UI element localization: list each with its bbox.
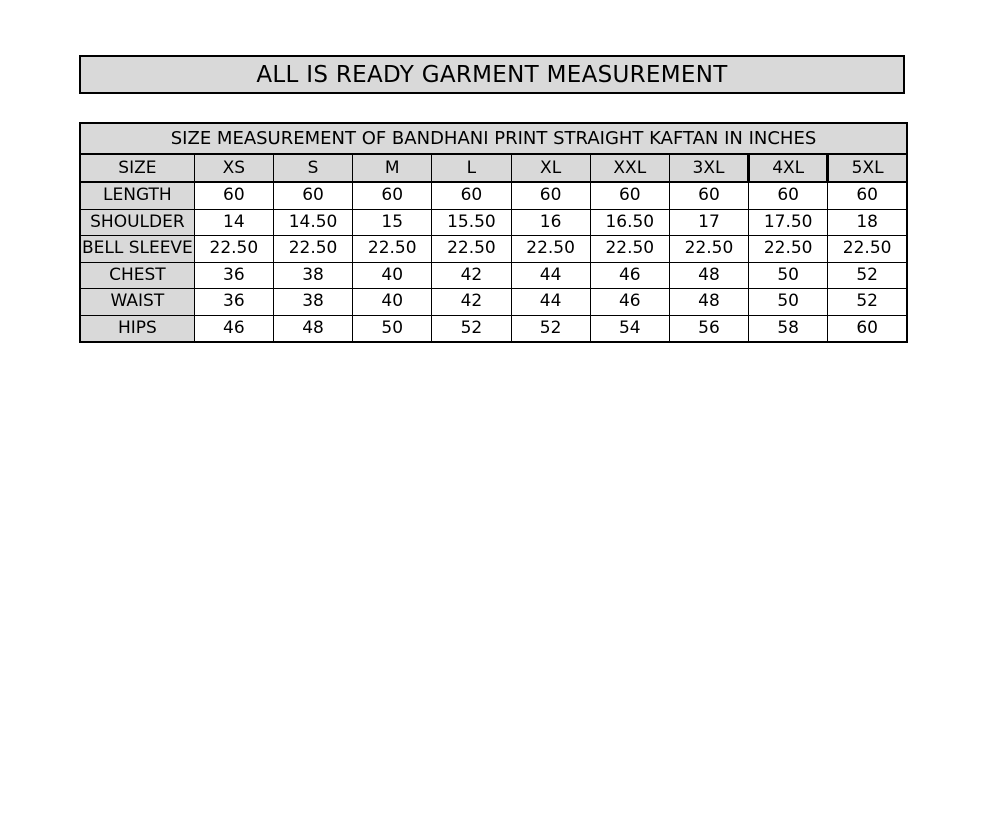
row-label: CHEST [80, 262, 194, 289]
table-row [80, 289, 907, 316]
header-size-5xl: 5XL [828, 154, 907, 182]
measurement-cell: 52 [828, 289, 907, 316]
measurement-cell: 22.50 [669, 236, 748, 263]
measurement-cell: 22.50 [194, 236, 273, 263]
measurement-cell: 60 [194, 182, 273, 209]
measurement-cell: 60 [590, 182, 669, 209]
measurement-cell: 14.50 [273, 209, 352, 236]
measurement-cell: 48 [669, 289, 748, 316]
measurement-cell: 42 [432, 289, 511, 316]
measurement-cell: 52 [511, 315, 590, 342]
row-label: LENGTH [80, 182, 194, 209]
measurement-cell: 50 [353, 315, 432, 342]
header-size-s: S [273, 154, 352, 182]
measurement-cell: 22.50 [511, 236, 590, 263]
header-size-4xl: 4XL [749, 154, 828, 182]
measurement-cell: 60 [273, 182, 352, 209]
header-size-xxl: XXL [590, 154, 669, 182]
measurement-cell: 42 [432, 262, 511, 289]
measurement-cell: 22.50 [590, 236, 669, 263]
measurement-cell: 38 [273, 262, 352, 289]
row-label: SHOULDER [80, 209, 194, 236]
measurement-cell: 46 [590, 262, 669, 289]
measurement-cell: 18 [828, 209, 907, 236]
measurement-cell: 52 [828, 262, 907, 289]
measurement-cell: 17.50 [749, 209, 828, 236]
table-row [80, 315, 907, 342]
measurement-cell: 60 [828, 182, 907, 209]
measurement-cell: 40 [353, 262, 432, 289]
table-row [80, 262, 907, 289]
document-title-banner [79, 55, 905, 94]
row-label: BELL SLEEVE [80, 236, 194, 263]
measurement-cell: 60 [749, 182, 828, 209]
measurement-cell: 60 [669, 182, 748, 209]
header-size-l: L [432, 154, 511, 182]
measurement-cell: 50 [749, 262, 828, 289]
header-size-xs: XS [194, 154, 273, 182]
measurement-cell: 44 [511, 289, 590, 316]
size-measurement-table [79, 122, 908, 343]
measurement-cell: 22.50 [353, 236, 432, 263]
measurement-cell: 60 [353, 182, 432, 209]
measurement-cell: 22.50 [432, 236, 511, 263]
measurement-cell: 16 [511, 209, 590, 236]
measurement-cell: 52 [432, 315, 511, 342]
measurement-cell: 22.50 [749, 236, 828, 263]
measurement-cell: 36 [194, 289, 273, 316]
measurement-cell: 44 [511, 262, 590, 289]
measurement-cell: 50 [749, 289, 828, 316]
table-caption: SIZE MEASUREMENT OF BANDHANI PRINT STRAIGHT KAFTAN IN INCHES [80, 123, 907, 154]
measurement-cell: 22.50 [828, 236, 907, 263]
measurement-cell: 16.50 [590, 209, 669, 236]
measurement-cell: 60 [432, 182, 511, 209]
header-size-xl: XL [511, 154, 590, 182]
measurement-cell: 58 [749, 315, 828, 342]
measurement-cell: 48 [669, 262, 748, 289]
header-size-3xl: 3XL [669, 154, 748, 182]
header-size-m: M [353, 154, 432, 182]
table-row [80, 209, 907, 236]
measurement-cell: 60 [511, 182, 590, 209]
measurement-cell: 48 [273, 315, 352, 342]
measurement-cell: 46 [590, 289, 669, 316]
row-label: WAIST [80, 289, 194, 316]
measurement-cell: 38 [273, 289, 352, 316]
measurement-cell: 17 [669, 209, 748, 236]
table-row [80, 182, 907, 209]
measurement-cell: 54 [590, 315, 669, 342]
document-title: ALL IS READY GARMENT MEASUREMENT [256, 61, 728, 88]
measurement-cell: 15 [353, 209, 432, 236]
table-header-row [80, 154, 907, 182]
measurement-cell: 14 [194, 209, 273, 236]
table-row [80, 236, 907, 263]
measurement-cell: 36 [194, 262, 273, 289]
measurement-cell: 60 [828, 315, 907, 342]
row-label: HIPS [80, 315, 194, 342]
table-caption-row [80, 123, 907, 154]
header-size-label: SIZE [80, 154, 194, 182]
measurement-cell: 56 [669, 315, 748, 342]
measurement-cell: 15.50 [432, 209, 511, 236]
measurement-cell: 22.50 [273, 236, 352, 263]
measurement-cell: 40 [353, 289, 432, 316]
measurement-cell: 46 [194, 315, 273, 342]
